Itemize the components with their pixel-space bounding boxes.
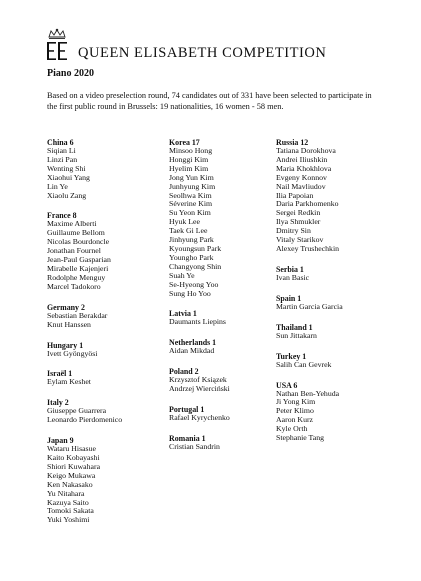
candidate-name: Kaito Kobayashi	[47, 453, 100, 463]
candidate-name: Lin Ye	[47, 181, 68, 191]
country-heading: China 6	[47, 138, 74, 147]
candidate-name: Sergei Redkin	[276, 208, 321, 218]
country-group	[47, 398, 157, 425]
candidate-name: Dmitry Sin	[276, 226, 311, 236]
candidate-name: Alexey Trushechkin	[276, 243, 340, 253]
candidate-name: Cristian Sandrin	[169, 441, 220, 451]
country-group	[169, 138, 269, 298]
header	[44, 28, 326, 62]
candidate-name: Wenting Shi	[47, 163, 86, 173]
candidate-name: Daumants Liepins	[169, 317, 226, 327]
country-group	[276, 323, 386, 341]
country-group	[169, 338, 269, 356]
country-heading: Romania 1	[169, 433, 206, 443]
candidate-name: Peter Klimo	[276, 406, 314, 416]
candidate-name: Rafael Kyrychenko	[169, 413, 230, 423]
country-group	[169, 405, 269, 423]
country-group	[169, 434, 269, 452]
candidate-name: Jong Yun Kim	[169, 172, 214, 182]
country-heading: Japan 9	[47, 436, 74, 446]
candidate-name: Sebastian Berakdar	[47, 310, 108, 320]
candidate-name: Hyuk Lee	[169, 217, 200, 227]
country-group	[276, 352, 386, 370]
candidate-name: Se-Hyeong Yoo	[169, 279, 219, 289]
candidate-name: Junhyung Kim	[169, 181, 216, 191]
candidate-name: Aidan Mikdad	[169, 346, 215, 356]
candidate-name: Knut Hanssen	[47, 319, 91, 329]
candidate-name: Suah Ye	[169, 270, 195, 280]
candidate-name: Aaron Kurz	[276, 415, 314, 425]
intro-paragraph: Based on a video preselection round, 74 candidates out of 331 have been selected to participate in the first public round in Brussels: 19 nationalities, 16 women - 58 men.	[47, 91, 372, 111]
candidate-name: Xiaolu Zang	[47, 190, 87, 200]
candidates-column-1	[47, 138, 157, 536]
candidate-name: Ilia Papoian	[276, 190, 314, 200]
candidate-name: Minsoo Hong	[169, 146, 213, 155]
candidate-name: Maria Khokhlova	[276, 163, 332, 173]
candidate-name: Marcel Tadokoro	[47, 281, 101, 291]
candidate-name: Maxime Alberti	[47, 219, 97, 229]
country-heading: Netherlands 1	[169, 338, 217, 348]
candidate-name: Yu Nitahara	[47, 488, 85, 498]
candidate-name: Jonathan Fournel	[47, 246, 101, 256]
country-group	[47, 211, 157, 291]
country-group	[47, 138, 157, 200]
country-heading: Germany 2	[47, 302, 85, 312]
country-group	[169, 367, 269, 394]
candidate-name: Sung Ho Yoo	[169, 288, 211, 298]
candidate-name: Seolhwa Kim	[169, 190, 212, 200]
country-group	[47, 341, 157, 359]
crown-logo-icon	[44, 28, 70, 62]
candidate-name: Yuki Yoshimi	[47, 515, 90, 525]
country-heading: Poland 2	[169, 367, 199, 377]
candidates-column-2	[169, 138, 269, 463]
candidate-name: Vitaly Starikov	[276, 235, 324, 245]
candidate-name: Nathan Ben-Yehuda	[276, 388, 340, 398]
candidate-name: Shiori Kuwahara	[47, 461, 101, 471]
candidate-name: Guillaume Bellom	[47, 228, 105, 238]
candidate-name: Jean-Paul Gasparian	[47, 255, 111, 265]
candidate-name: Keigo Mukawa	[47, 470, 96, 480]
candidate-name: Stephanie Tang	[276, 433, 325, 443]
candidate-name: Youngho Park	[169, 252, 214, 262]
country-heading: France 8	[47, 211, 77, 221]
candidate-name: Leonardo Pierdomenico	[47, 415, 123, 425]
candidate-name: Evgeny Konnov	[276, 172, 327, 182]
country-group	[276, 138, 386, 254]
candidate-name: Ivan Basic	[276, 272, 310, 282]
page-title: Piano 2020	[47, 68, 94, 79]
candidate-name: Ivett Gyöngyösi	[47, 348, 98, 358]
country-heading: Italy 2	[47, 398, 69, 408]
country-heading: Korea 17	[169, 138, 200, 147]
candidate-name: Daria Parkhomenko	[276, 199, 339, 209]
country-heading: Spain 1	[276, 293, 302, 303]
country-heading: Serbia 1	[276, 264, 304, 274]
candidate-name: Taek Gi Lee	[169, 226, 208, 236]
candidate-name: Nicolas Bourdoncle	[47, 237, 110, 247]
country-heading: Russia 12	[276, 138, 309, 147]
candidate-name: Hyelim Kim	[169, 163, 209, 173]
candidate-name: Tomoki Sakata	[47, 506, 94, 516]
candidate-name: Jinhyung Park	[169, 235, 214, 245]
candidate-name: Andrzej Wierciński	[169, 384, 230, 394]
country-group	[47, 436, 157, 525]
candidate-name: Wataru Hisasue	[47, 444, 96, 454]
country-group	[47, 303, 157, 330]
candidate-name: Su Yeon Kim	[169, 208, 211, 218]
candidates-column-3	[276, 138, 386, 454]
country-group	[276, 294, 386, 312]
candidate-name: Xiaohui Yang	[47, 172, 90, 182]
candidate-name: Kyoungsun Park	[169, 243, 222, 253]
country-heading: Thailand 1	[276, 322, 313, 332]
candidate-name: Mirabelle Kajenjeri	[47, 263, 109, 273]
country-heading: Portugal 1	[169, 405, 205, 415]
candidate-name: Rodolphe Menguy	[47, 272, 106, 282]
candidate-name: Giuseppe Guarrera	[47, 406, 107, 416]
candidate-name: Honggi Kim	[169, 154, 209, 164]
competition-name: QUEEN ELISABETH COMPETITION	[78, 45, 327, 61]
country-group	[169, 309, 269, 327]
candidate-name: Salih Can Gevrek	[276, 359, 332, 369]
candidate-name: Séverine Kim	[169, 199, 213, 209]
country-heading: Turkey 1	[276, 351, 307, 361]
candidate-name: Eylam Keshet	[47, 377, 91, 387]
candidate-name: Linzi Pan	[47, 154, 78, 164]
candidate-name: Ilya Shmukler	[276, 217, 321, 227]
candidate-name: Kazuya Saito	[47, 497, 89, 507]
candidate-name: Changyong Shin	[169, 261, 222, 271]
country-group	[47, 369, 157, 387]
country-heading: USA 6	[276, 380, 298, 390]
country-group	[276, 265, 386, 283]
candidate-name: Ken Nakasako	[47, 479, 93, 489]
candidate-name: Nail Mavliudov	[276, 181, 326, 191]
country-group	[276, 381, 386, 443]
candidate-name: Krzysztof Ksiązek	[169, 375, 227, 385]
candidate-name: Ji Yong Kim	[276, 397, 316, 407]
country-heading: Hungary 1	[47, 340, 84, 350]
candidate-name: Tatiana Dorokhova	[276, 146, 336, 155]
candidate-name: Martin Garcia Garcia	[276, 301, 343, 311]
country-heading: Latvia 1	[169, 309, 197, 319]
candidate-name: Kyle Orth	[276, 424, 308, 434]
candidate-name: Andrei Iliushkin	[276, 154, 328, 164]
country-heading: Israël 1	[47, 369, 73, 379]
candidate-name: Sun Jittakarn	[276, 330, 317, 340]
candidate-name: Siqian Li	[47, 146, 76, 155]
